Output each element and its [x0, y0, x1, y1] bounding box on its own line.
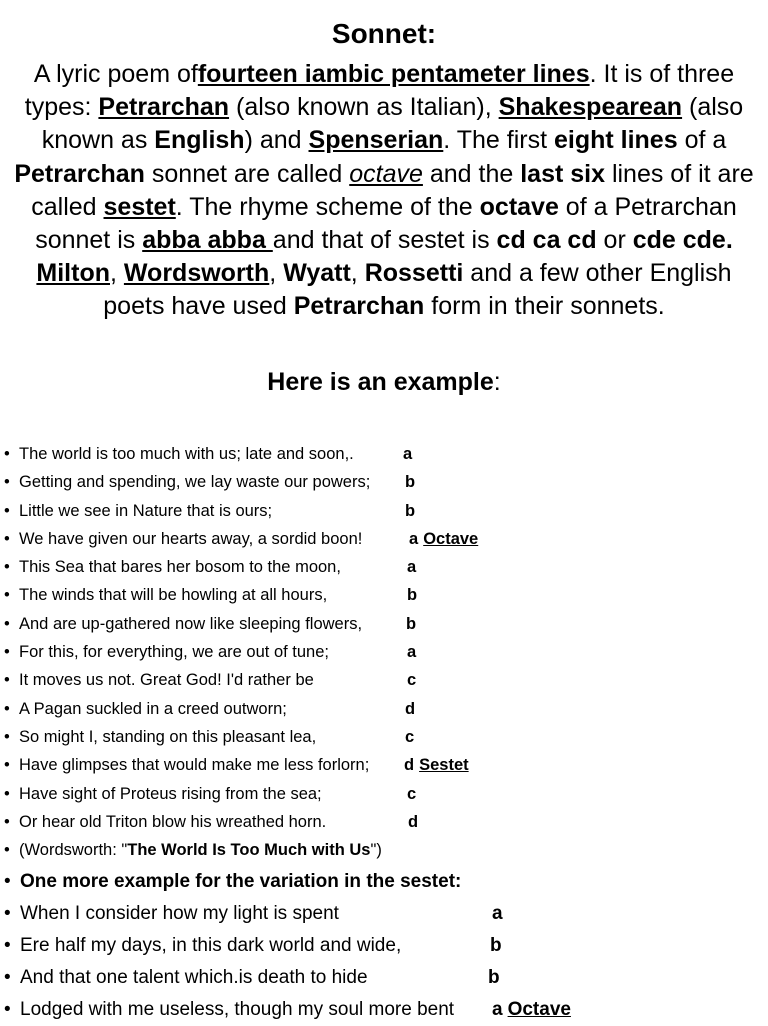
intro-term: Rossetti [364, 259, 464, 288]
intro-text: . The first [443, 126, 554, 155]
intro-term: abba abba [142, 226, 273, 255]
poem-line-text: It moves us not. Great God! I'd rather be [19, 671, 314, 690]
bullet-icon: • [4, 501, 10, 520]
bullet-icon: • [4, 558, 10, 577]
bullet-icon: • [4, 871, 11, 892]
bullet-icon: • [4, 903, 11, 924]
bullet-icon: • [4, 967, 11, 988]
poem-line [0, 468, 768, 496]
intro-term: octave [479, 192, 559, 221]
poem-line [0, 898, 768, 930]
poem-line [0, 994, 768, 1026]
rhyme-letter: b [406, 614, 417, 633]
intro-text: , [269, 259, 284, 288]
poem-line [0, 808, 768, 836]
poem-line-text: And that one talent which.is death to hide [20, 967, 368, 988]
bullet-icon: • [4, 784, 10, 803]
reference-suffix: ") [370, 841, 382, 860]
bullet-icon: • [4, 586, 10, 605]
rhyme-letter [492, 994, 571, 1026]
rhyme-letter [404, 751, 469, 779]
intro-text: sonnet are called [144, 159, 350, 188]
bullet-icon: • [4, 812, 10, 831]
poem-line-text: A Pagan suckled in a creed outworn; [19, 699, 287, 718]
intro-text: and a few other English poets have used [103, 259, 732, 321]
intro-term: last six [520, 159, 605, 188]
intro-text: . The rhyme scheme of the [175, 192, 480, 221]
intro-term: fourteen iambic pentameter lines [197, 60, 590, 88]
bullet-icon: • [4, 643, 10, 662]
intro-text: and the [422, 159, 521, 188]
rhyme-letter: d [405, 699, 416, 718]
poem-line-text: So might I, standing on this pleasant lea, [19, 727, 317, 746]
octave-label: Octave [507, 999, 571, 1020]
bullet-icon: • [4, 841, 10, 860]
poem-line-text: Have sight of Proteus rising from the sea; [19, 784, 322, 803]
rhyme-letter: a [403, 445, 413, 463]
intro-term: Spenserian [308, 126, 444, 155]
example-heading-colon: : [493, 368, 501, 396]
poem-line [0, 666, 768, 694]
bullet-icon: • [4, 445, 10, 463]
intro-text: of a [677, 126, 727, 155]
reference-title: The World Is Too Much with Us [127, 841, 371, 860]
rhyme-letter: c [405, 727, 415, 746]
intro-term: Petrarchan [293, 292, 425, 321]
poem-line-text: The winds that will be howling at all hours, [19, 586, 328, 605]
bullet-icon: • [4, 999, 11, 1020]
rhyme-letter: c [407, 784, 417, 803]
poem-line-text: For this, for everything, we are out of tune; [19, 643, 329, 662]
poem-line [0, 497, 768, 525]
bullet-icon: • [4, 473, 10, 492]
rhyme-letter: a [407, 643, 417, 662]
intro-text: or [596, 226, 633, 255]
poem-reference [0, 836, 768, 864]
intro-term: English [154, 126, 245, 155]
poem-line [0, 962, 768, 994]
rhyme-letter [409, 525, 478, 553]
rhyme-letter: b [405, 501, 416, 520]
poem-line [0, 610, 768, 638]
bullet-icon: • [4, 727, 10, 746]
intro-term: Shakespearean [498, 93, 683, 122]
more-example-heading [0, 866, 768, 898]
intro-text: , [110, 259, 124, 288]
poem-line-text: Ere half my days, in this dark world and wide, [20, 935, 402, 956]
poem-line-text: Little we see in Nature that is ours; [19, 501, 273, 520]
example-heading [0, 364, 768, 400]
intro-term: Wordsworth [123, 259, 270, 288]
intro-paragraph [8, 58, 760, 324]
poem-line [0, 553, 768, 581]
bullet-icon: • [4, 529, 10, 548]
intro-text: and that of sestet is [272, 226, 497, 255]
poem-line [0, 751, 768, 779]
intro-text: (also known as [41, 93, 744, 155]
bullet-icon: • [4, 756, 10, 775]
intro-term: Petrarchan [14, 159, 145, 188]
octave-label: Octave [423, 529, 479, 548]
intro-text: A lyric poem of [33, 60, 198, 88]
sestet-label: Sestet [419, 756, 469, 775]
rhyme-letter: b [488, 967, 500, 988]
intro-text: of a Petrarchan sonnet is [35, 192, 737, 255]
bullet-icon: • [4, 671, 10, 690]
poem-line-text: This Sea that bares her bosom to the moon, [19, 558, 341, 577]
rhyme-letter: b [490, 935, 502, 956]
poem-line-text: Getting and spending, we lay waste our powers; [19, 473, 371, 492]
poem-line [0, 638, 768, 666]
intro-text: ) and [244, 126, 309, 155]
bullet-icon: • [4, 699, 10, 718]
reference-prefix: (Wordsworth: " [19, 841, 128, 860]
poem-line [0, 581, 768, 609]
intro-text: (also known as Italian), [229, 93, 499, 122]
intro-text: . It is of three types: [24, 60, 735, 122]
poem-line-text: When I consider how my light is spent [20, 903, 339, 924]
rhyme-letter-value: d [404, 756, 415, 775]
intro-term: cd ca cd [496, 226, 597, 255]
poem-line [0, 723, 768, 751]
rhyme-letter: b [405, 473, 416, 492]
intro-term: octave [349, 159, 423, 188]
bullet-icon: • [4, 614, 10, 633]
poem-line-text: The world is too much with us; late and soon,. [19, 445, 354, 463]
poem-reference-text [19, 836, 382, 864]
page-title: Sonnet: [331, 18, 437, 49]
example-heading-text: Here is an example [267, 368, 494, 396]
bullet-icon: • [4, 935, 11, 956]
intro-text: form in their sonnets. [424, 292, 665, 321]
intro-term: Petrarchan [98, 93, 230, 122]
poem-line [0, 780, 768, 808]
second-example [0, 866, 768, 1026]
more-example-heading-text: One more example for the variation in the sestet: [20, 871, 462, 892]
rhyme-letter: a [492, 903, 503, 924]
poem-line [0, 440, 768, 468]
intro-text: , [350, 259, 365, 288]
poem-line-text: Or hear old Triton blow his wreathed horn. [19, 812, 327, 831]
poem-line-text: And are up-gathered now like sleeping flowers, [19, 614, 363, 633]
poem-line [0, 695, 768, 723]
poem-line [0, 525, 768, 553]
rhyme-letter-value: a [409, 529, 419, 548]
sonnet-example [0, 440, 768, 864]
intro-text: lines of it are called [31, 159, 754, 221]
poem-line-text: Have glimpses that would make me less forlorn; [19, 756, 370, 775]
intro-term: Milton [36, 259, 110, 288]
rhyme-letter: c [407, 671, 417, 690]
rhyme-letter: b [407, 586, 418, 605]
intro-term: eight lines [553, 126, 678, 155]
rhyme-letter-value: a [492, 999, 503, 1020]
rhyme-letter: d [408, 812, 419, 831]
poem-line-text: Lodged with me useless, though my soul more bent [20, 999, 455, 1020]
intro-term: sestet [103, 192, 176, 221]
poem-line-text: We have given our hearts away, a sordid boon! [19, 529, 363, 548]
rhyme-letter: a [407, 558, 417, 577]
intro-term: Wyatt [283, 259, 351, 288]
intro-term: cde cde. [632, 226, 733, 255]
poem-line [0, 930, 768, 962]
